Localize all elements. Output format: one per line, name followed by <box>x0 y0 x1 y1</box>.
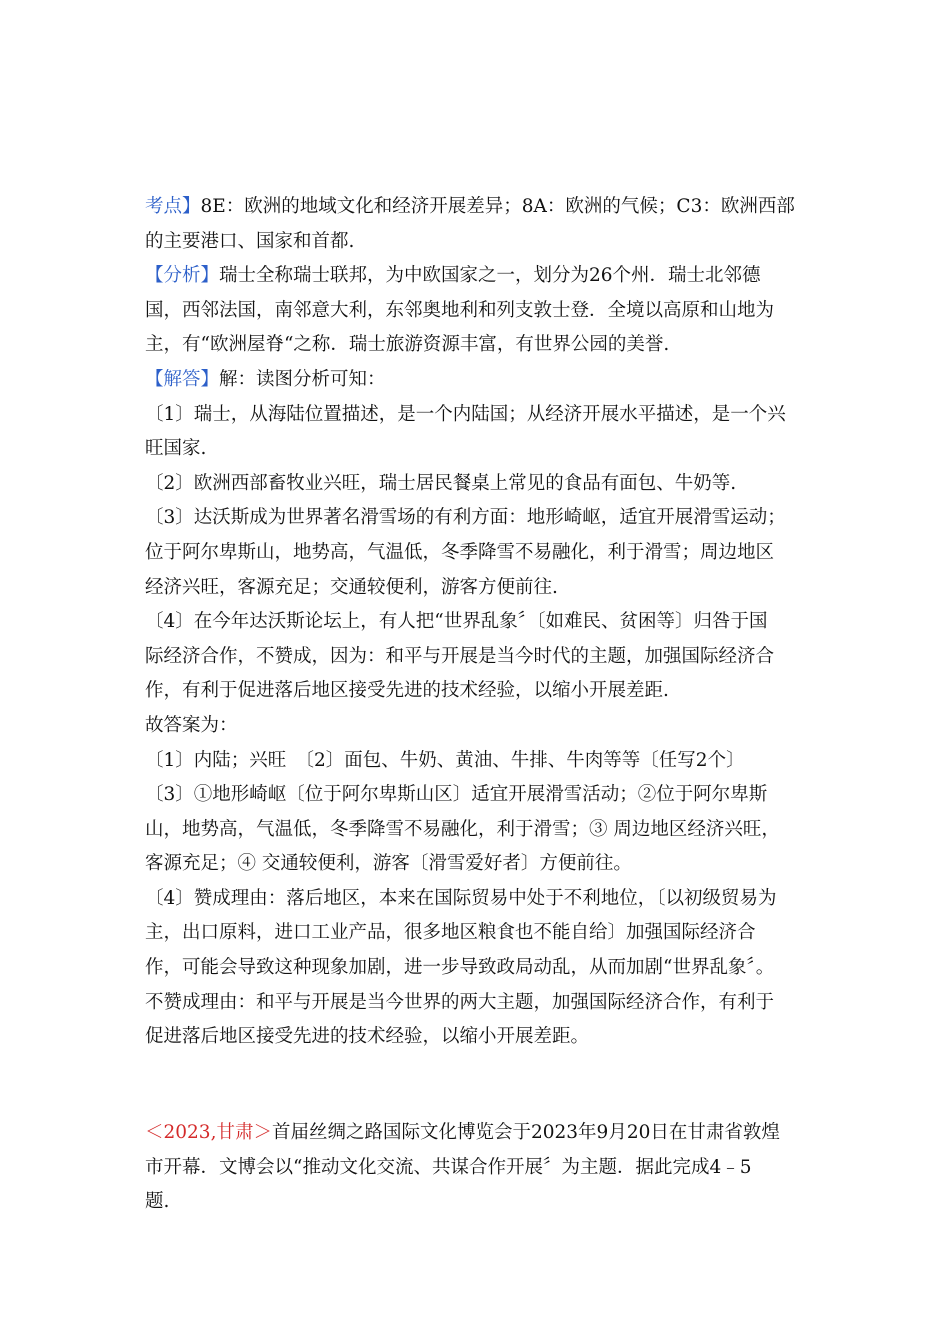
answer-line-8: 作，可能会导致这种现象加剧，进一步导致政局动乱，从而加剧“世界乱象〞。 <box>145 957 775 979</box>
question-line-1: ＜2023,甘肃＞首届丝绸之路国际文化博览会于2023年9月20日在甘肃省敦煌 <box>145 1122 780 1143</box>
jieda-line-10: 作，有利于促进落后地区接受先进的技术经验，以缩小开展差距. <box>145 680 669 702</box>
question-line-2: 市开幕．文博会以“推动文化交流、共谋合作开展〞为主题．据此完成4﹣5 <box>145 1156 752 1178</box>
answer-line-9: 不赞成理由：和平与开展是当今世界的两大主题，加强国际经济合作，有利于 <box>145 991 775 1013</box>
fenxi-line-1: 【分析】瑞士全称瑞士联邦，为中欧国家之一，划分为26个州．瑞士北邻德 <box>145 265 761 287</box>
fenxi-line-3: 主，有“欧洲屋脊“之称．瑞士旅游资源丰富，有世界公园的美誉. <box>145 334 670 356</box>
answer-line-7: 主，出口原料，进口工业产品，很多地区粮食也不能自给〕加强国际经济合 <box>145 922 756 944</box>
answer-line-4: 山，地势高，气温低，冬季降雪不易融化，利于滑雪；③ 周边地区经济兴旺， <box>145 818 780 840</box>
kaodian-line-1: 考点】8E：欧洲的地域文化和经济开展差异；8A：欧洲的气候；C3：欧洲西部 <box>145 196 795 217</box>
fenxi-tag: 【分析】 <box>145 265 220 287</box>
question-source: ＜2023,甘肃＞ <box>145 1122 272 1143</box>
answer-line-3: 〔3〕①地形崎岖〔位于阿尔卑斯山区〕适宜开展滑雪活动；②位于阿尔卑斯 <box>145 784 768 806</box>
fenxi-line-2: 国，西邻法国，南邻意大利，东邻奥地利和列支敦士登．全境以高原和山地为 <box>145 299 775 321</box>
solution-block <box>145 190 815 1055</box>
answer-line-2: 〔1〕内陆；兴旺 〔2〕面包、牛奶、黄油、牛排、牛肉等等〔任写2个〕 <box>145 749 745 771</box>
kaodian-tag: 考点】 <box>145 196 201 217</box>
jieda-line-8: 〔4〕在今年达沃斯论坛上，有人把“世界乱象〞〔如难民、贫困等〕归咎于国 <box>145 611 768 633</box>
jieda-line-4: 〔2〕欧洲西部畜牧业兴旺，瑞士居民餐桌上常见的食品有面包、牛奶等. <box>145 472 737 494</box>
jieda-line-2: 〔1〕瑞士，从海陆位置描述，是一个内陆国；从经济开展水平描述，是一个兴 <box>145 403 786 425</box>
answer-line-5: 客源充足；④ 交通较便利，游客〔滑雪爱好者〕方便前往。 <box>145 853 632 875</box>
jieda-line-3: 旺国家. <box>145 438 207 460</box>
answer-line-1: 故答案为： <box>145 714 238 736</box>
jieda-line-5: 〔3〕达沃斯成为世界著名滑雪场的有利方面：地形崎岖，适宜开展滑雪运动； <box>145 507 786 529</box>
answer-line-6: 〔4〕赞成理由：落后地区，本来在国际贸易中处于不利地位，〔以初级贸易为 <box>145 887 777 909</box>
jieda-line-9: 际经济合作，不赞成，因为：和平与开展是当今时代的主题，加强国际经济合 <box>145 645 775 667</box>
question-block <box>145 1116 815 1220</box>
question-line-3: 题. <box>145 1191 170 1213</box>
jieda-line-6: 位于阿尔卑斯山，地势高，气温低，冬季降雪不易融化，利于滑雪；周边地区 <box>145 541 775 563</box>
answer-line-10: 促进落后地区接受先进的技术经验，以缩小开展差距。 <box>145 1026 590 1048</box>
jieda-line-1: 【解答】解：读图分析可知： <box>145 368 386 390</box>
jieda-line-7: 经济兴旺，客源充足；交通较便利，游客方便前往. <box>145 576 558 598</box>
kaodian-line-2: 的主要港口、国家和首都. <box>145 230 355 252</box>
jieda-tag: 【解答】 <box>145 368 220 390</box>
